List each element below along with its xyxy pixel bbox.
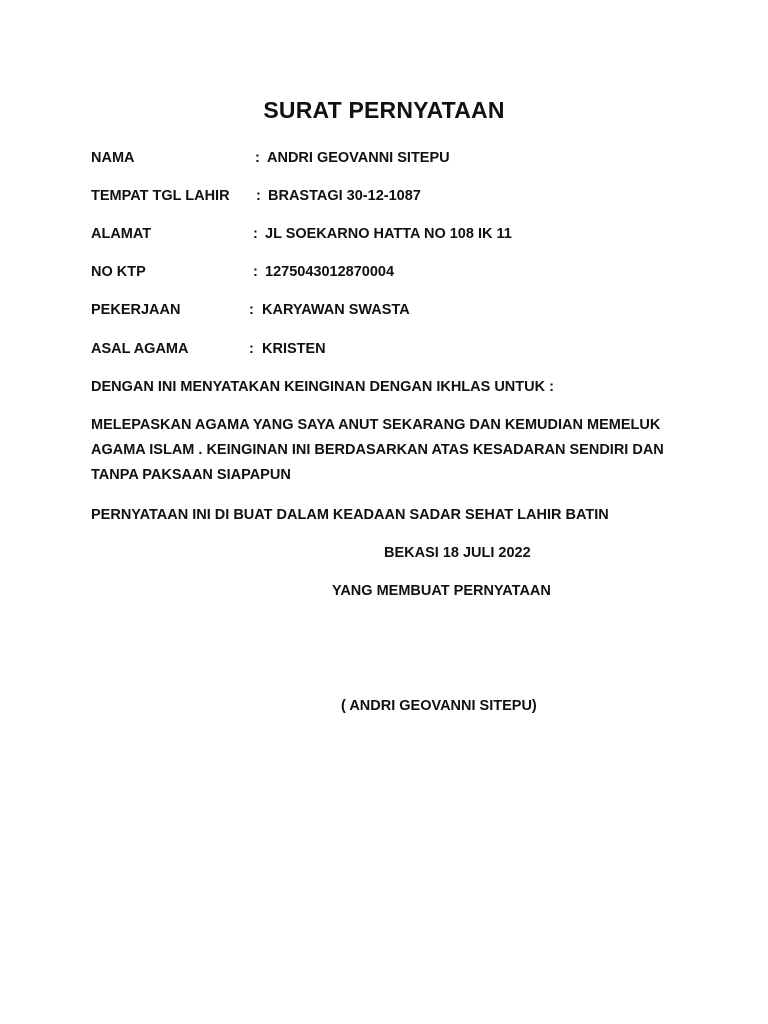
intro-text: DENGAN INI MENYATAKAN KEINGINAN DENGAN IKHLAS UNTUK : — [91, 379, 554, 395]
field-separator: : — [249, 341, 254, 357]
field-label: NAMA — [91, 150, 135, 166]
field-separator: : — [253, 264, 258, 280]
field-label: PEKERJAAN — [91, 302, 181, 318]
field-label: ALAMAT — [91, 226, 152, 242]
signer-caption: YANG MEMBUAT PERNYATAAN — [332, 583, 551, 599]
field-value: JL SOEKARNO HATTA NO 108 IK 11 — [265, 226, 512, 242]
field-separator: : — [253, 226, 258, 242]
statement-line: AGAMA ISLAM . KEINGINAN INI BERDASARKAN ATAS KESADARAN SENDIRI DAN — [91, 442, 664, 458]
field-label: ASAL AGAMA — [91, 341, 189, 357]
field-separator: : — [255, 150, 260, 166]
field-label: NO KTP — [91, 264, 146, 280]
statement-line: TANPA PAKSAAN SIAPAPUN — [91, 467, 291, 483]
document-title: SURAT PERNYATAAN — [263, 97, 505, 123]
field-label: TEMPAT TGL LAHIR — [91, 188, 230, 204]
place-date: BEKASI 18 JULI 2022 — [384, 545, 531, 561]
closing-text: PERNYATAAN INI DI BUAT DALAM KEADAAN SADAR SEHAT LAHIR BATIN — [91, 507, 609, 523]
field-separator: : — [256, 188, 261, 204]
field-value: 1275043012870004 — [265, 264, 395, 280]
field-value: KARYAWAN SWASTA — [262, 302, 410, 318]
signer-name: ( ANDRI GEOVANNI SITEPU) — [341, 698, 537, 714]
statement-line: MELEPASKAN AGAMA YANG SAYA ANUT SEKARANG DAN KEMUDIAN MEMELUK — [91, 417, 661, 433]
statement-paragraph — [91, 413, 691, 488]
field-value: BRASTAGI 30-12-1087 — [268, 188, 421, 204]
field-separator: : — [249, 302, 254, 318]
field-value: KRISTEN — [262, 341, 326, 357]
field-value: ANDRI GEOVANNI SITEPU — [267, 150, 450, 166]
